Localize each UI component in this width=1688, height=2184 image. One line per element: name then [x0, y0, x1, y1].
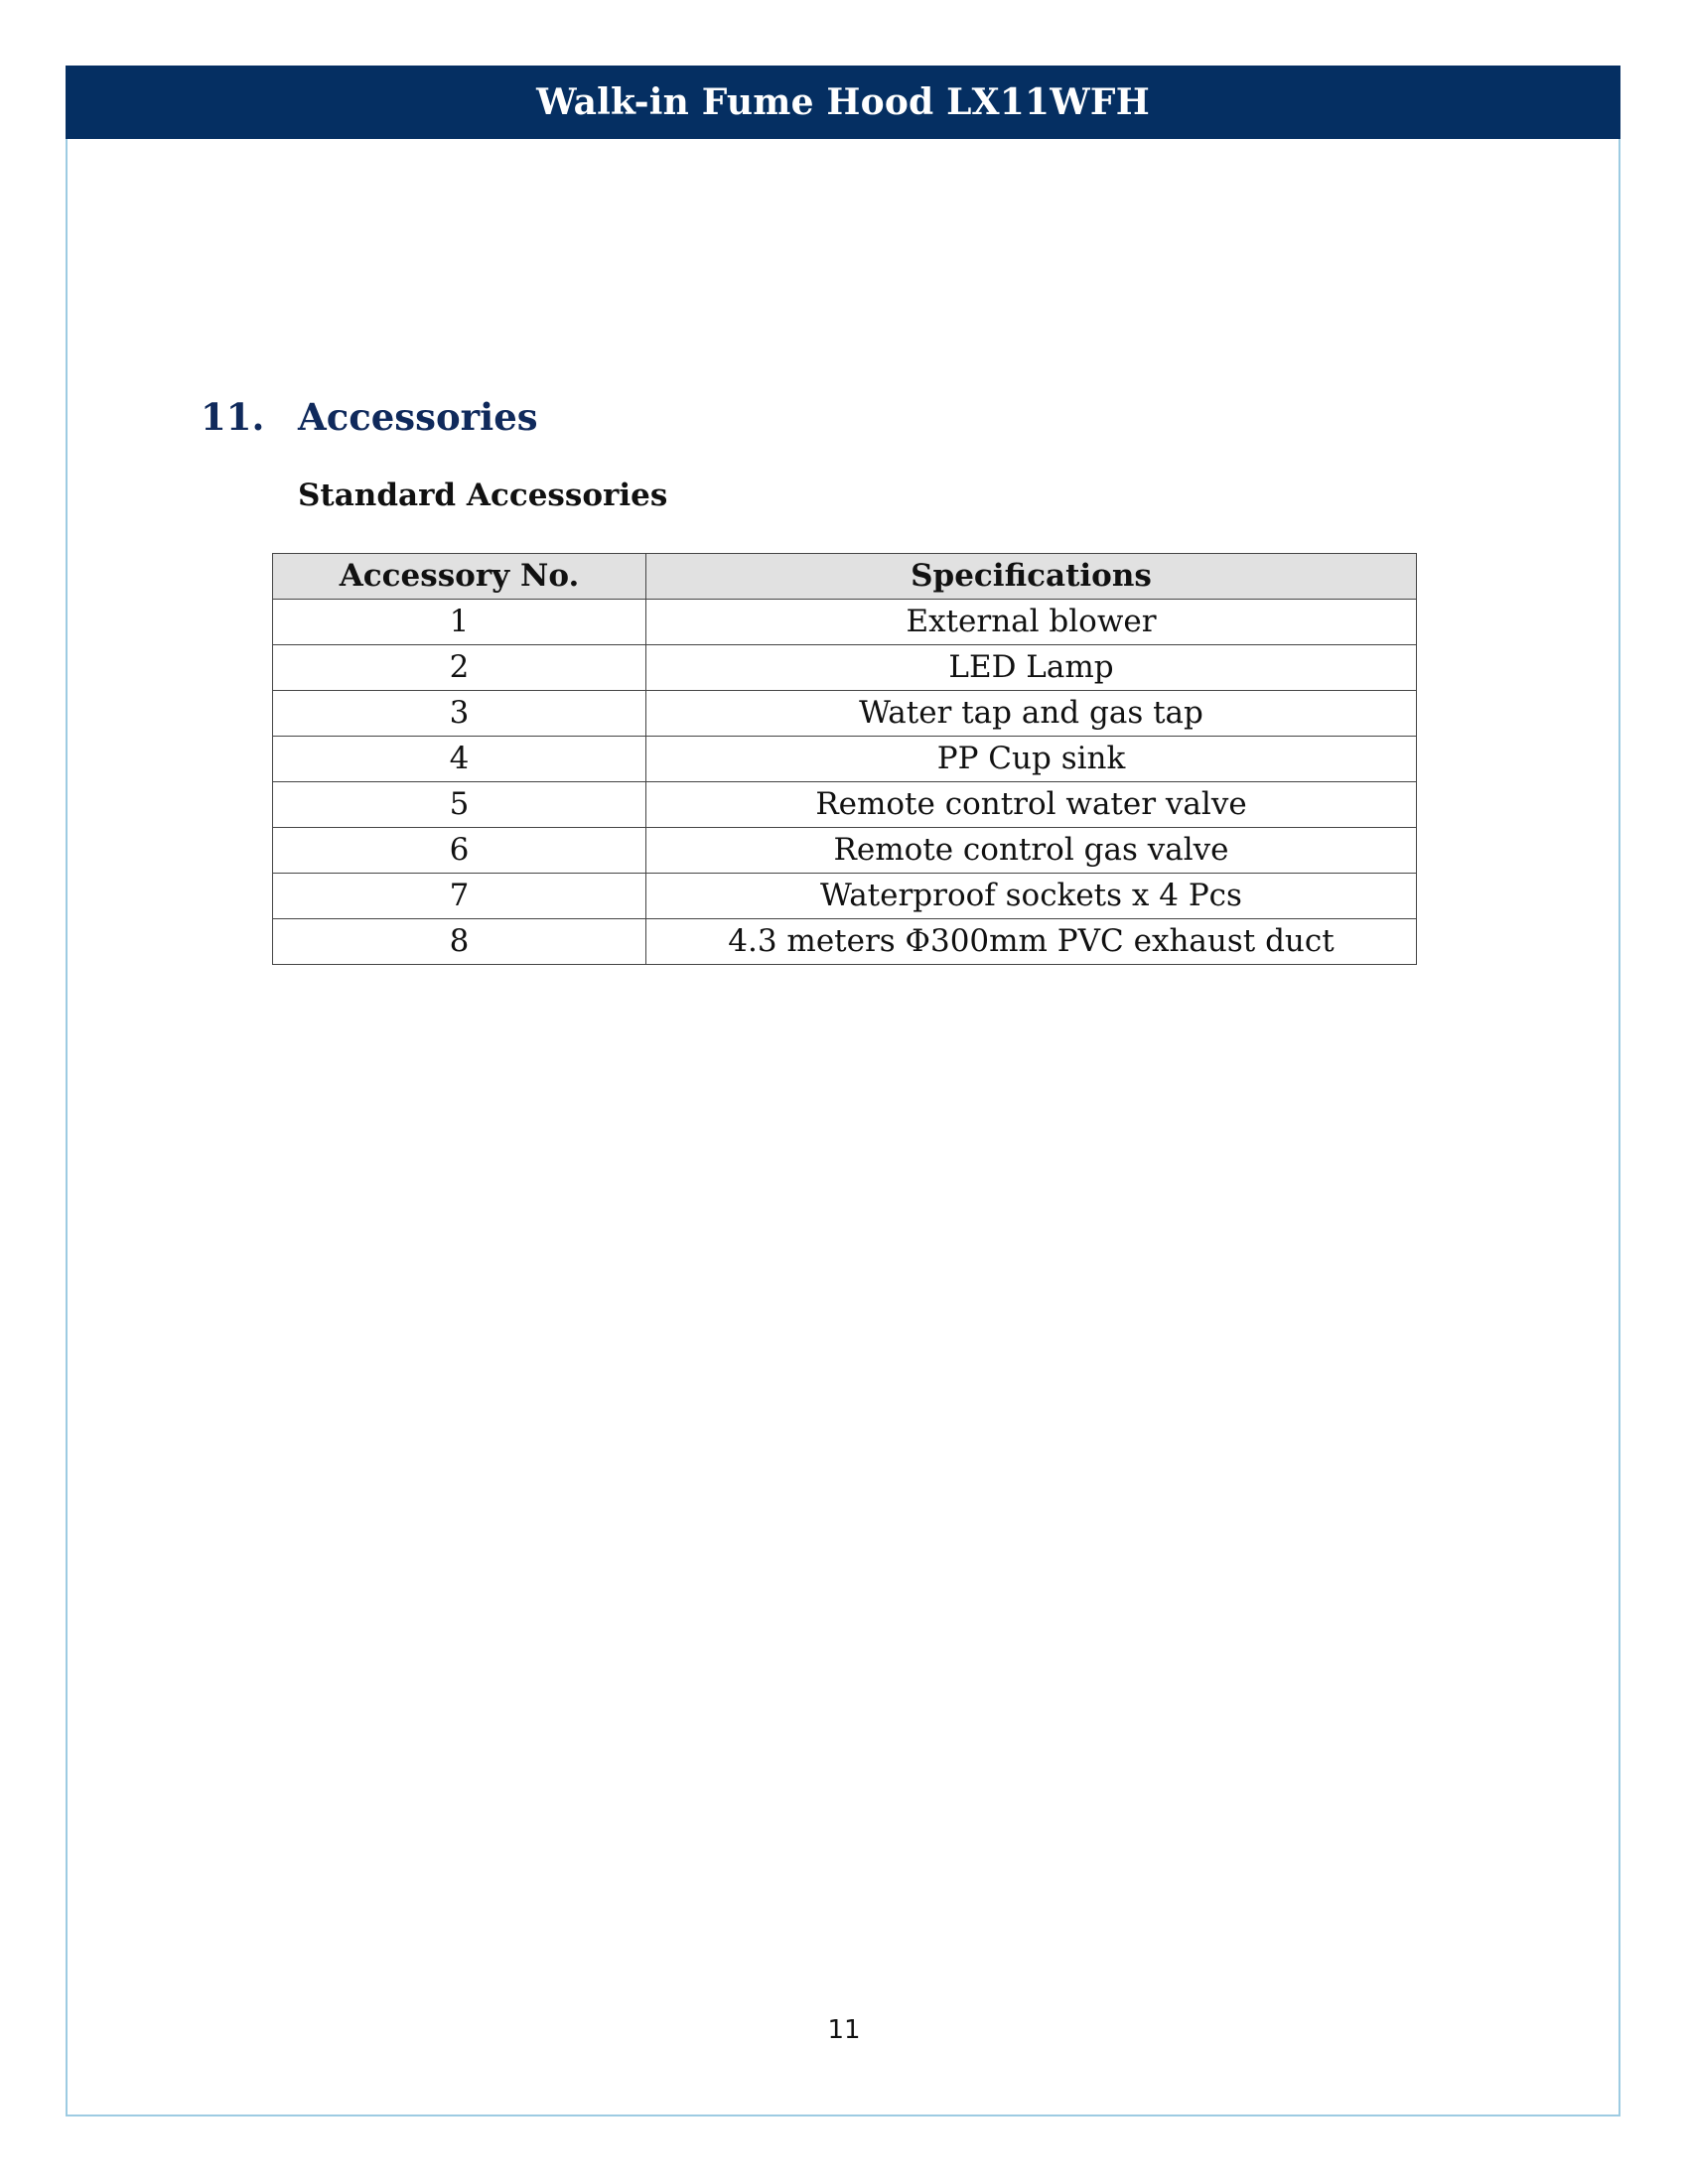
specification-cell: Remote control water valve: [646, 782, 1417, 828]
accessory-number-cell: 6: [273, 828, 646, 874]
accessory-number-cell: 3: [273, 691, 646, 737]
subheading: Standard Accessories: [298, 478, 668, 513]
accessory-number-cell: 7: [273, 874, 646, 919]
specification-cell: Remote control gas valve: [646, 828, 1417, 874]
accessory-number-cell: 4: [273, 737, 646, 782]
column-header-accessory-no: Accessory No.: [273, 554, 646, 600]
document-title: Walk-in Fume Hood LX11WFH: [536, 81, 1150, 123]
section-number: 11.: [201, 395, 265, 439]
table-row: [273, 919, 1417, 965]
page-frame: [66, 66, 1620, 2116]
accessory-number-cell: 1: [273, 600, 646, 645]
table-row: [273, 828, 1417, 874]
accessory-number-cell: 8: [273, 919, 646, 965]
specification-cell: External blower: [646, 600, 1417, 645]
specification-cell: Waterproof sockets x 4 Pcs: [646, 874, 1417, 919]
specification-cell: PP Cup sink: [646, 737, 1417, 782]
table-row: [273, 874, 1417, 919]
table-row: [273, 782, 1417, 828]
header-bar: [66, 66, 1620, 139]
specification-cell: Water tap and gas tap: [646, 691, 1417, 737]
column-header-specifications: Specifications: [646, 554, 1417, 600]
specification-cell: 4.3 meters Φ300mm PVC exhaust duct: [646, 919, 1417, 965]
table-row: [273, 691, 1417, 737]
specification-cell: LED Lamp: [646, 645, 1417, 691]
page-number: 11: [827, 2015, 861, 2045]
section-title: Accessories: [298, 395, 538, 439]
table-row: [273, 645, 1417, 691]
accessories-table: [272, 553, 1417, 965]
table-row: [273, 737, 1417, 782]
accessory-number-cell: 2: [273, 645, 646, 691]
section-heading: [201, 395, 538, 439]
accessory-number-cell: 5: [273, 782, 646, 828]
table-header-row: [273, 554, 1417, 600]
table-row: [273, 600, 1417, 645]
